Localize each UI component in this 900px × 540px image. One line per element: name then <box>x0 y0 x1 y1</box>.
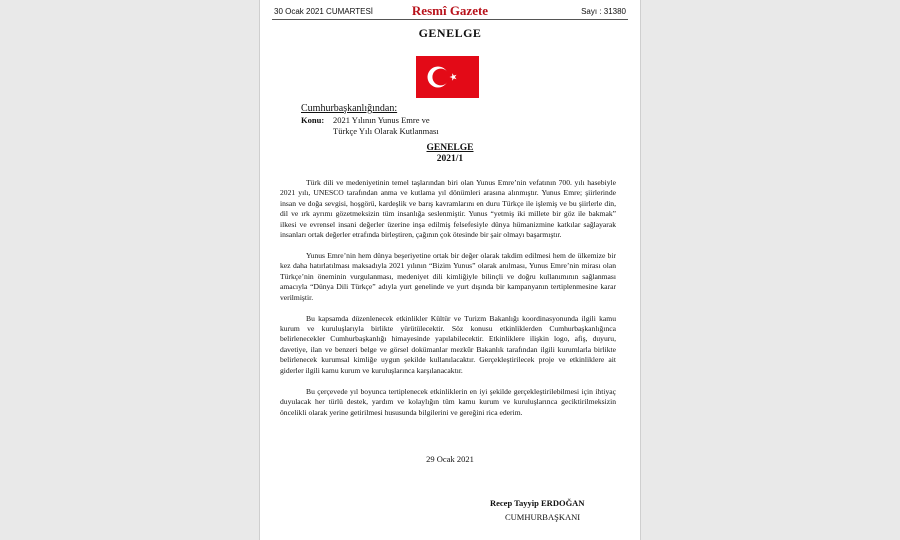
paragraph: Bu kapsamda düzenlenecek etkinlikler Kültür ve Turizm Bakanlığı koordinasyonunda ilgili kamu kurum ve kuruluşlarıyla birlikte yürütülecektir. Söz konusu etkinliklerden Cumhurbaşkanlığınca belirlenecekler Cumhurbaşkanlığı himayesinde yapılabilecektir. Etkinliklere ilişkin logo, afiş, duyuru, davetiye, ilan ve benzeri belge ve görsel dokümanlar mezkûr Bakanlık tarafından ilgili kurumlarla birlikte belirlenecek kurumsal kimliğe uygun şekilde kullanılacaktır. Gerçekleştirilecek proje ve etkinliklere ait giderler ilgili kamu kurum ve kuruluşlarınca karşılanacaktır. <box>280 313 616 375</box>
document-body <box>280 178 616 429</box>
paragraph: Bu çerçevede yıl boyunca tertiplenecek etkinliklerin en iyi şekilde gerçekleştirilebilmesi için ihtiyaç duyulacak her türlü destek, yardım ve kolaylığın tüm kamu kurum ve kuruluşlarınca geciktirilmeksizin öncelikli olarak yerine getirilmesi hususunda bilgilerini ve gereğini rica ederim. <box>280 386 616 417</box>
subject-block <box>301 115 439 137</box>
paragraph: Türk dili ve medeniyetinin temel taşlarından biri olan Yunus Emre’nin vefatının 700. yılı hasebiyle 2021 yılı, UNESCO tarafından anma ve kutlama yıl dönümleri arasına alınmıştır. Yunus Emre; şiirlerinde insan ve doğa sevgisi, hoşgörü, kardeşlik ve barış kavramlarını en duru Türkçe ile işlemiş ve bu şiirlerle din, dil ve ırk ayrımı gözetmeksizin tüm insanlığa seslenmiştir. Yunus “yetmiş iki millete bir göz ile bakmak” ilkesi ve evrensel insani değerler üzerine inşa edilmiş felsefesiyle dünya hümanizmine katkılar sağlayarak insanları ortak değerler etrafında birleştiren, çağının çok ötesinde bir şair olmayı başarmıştır. <box>280 178 616 240</box>
gazette-page <box>259 0 641 540</box>
subject-line-2: Türkçe Yılı Olarak Kutlanması <box>333 126 439 136</box>
issuer: Cumhurbaşkanlığından: <box>301 103 398 114</box>
signatory-name: Recep Tayyip ERDOĞAN <box>490 498 585 508</box>
document-number: 2021/1 <box>436 154 464 164</box>
document-date: 29 Ocak 2021 <box>426 454 474 464</box>
subject-label: Konu: <box>301 115 325 125</box>
turkish-flag-icon <box>416 56 479 98</box>
signatory-title: CUMHURBAŞKANI <box>505 512 581 522</box>
header-date: 30 Ocak 2021 CUMARTESİ <box>274 7 374 16</box>
main-title: GENELGE <box>418 26 482 40</box>
subject-value <box>333 115 439 137</box>
document-title <box>260 143 640 165</box>
issue-number: Sayı : 31380 <box>581 7 626 16</box>
gazette-header <box>272 4 628 20</box>
paragraph: Yunus Emre’nin hem dünya beşeriyetine ortak bir değer olarak takdim edilmesi hem de ülkemize bir kez daha hatırlatılması maksadıyla 2021 yılının “Bizim Yunus” olarak anılması, Yunus Emre’nin mirası olan Türkçe’nin öneminin vurgulanması, medeniyet dili kimliğiyle bilinçli ve doğru kullanımının sağlanması amacıyla “Dünya Dili Türkçe” adıyla yurt genelinde ve yurt dışında bir kampanyanın tertiplenmesine karar verilmiştir. <box>280 251 616 302</box>
gazette-title: Resmî Gazete <box>411 3 489 18</box>
subject-line-1: 2021 Yılının Yunus Emre ve <box>333 115 430 125</box>
document-title-line-1: GENELGE <box>426 143 474 153</box>
